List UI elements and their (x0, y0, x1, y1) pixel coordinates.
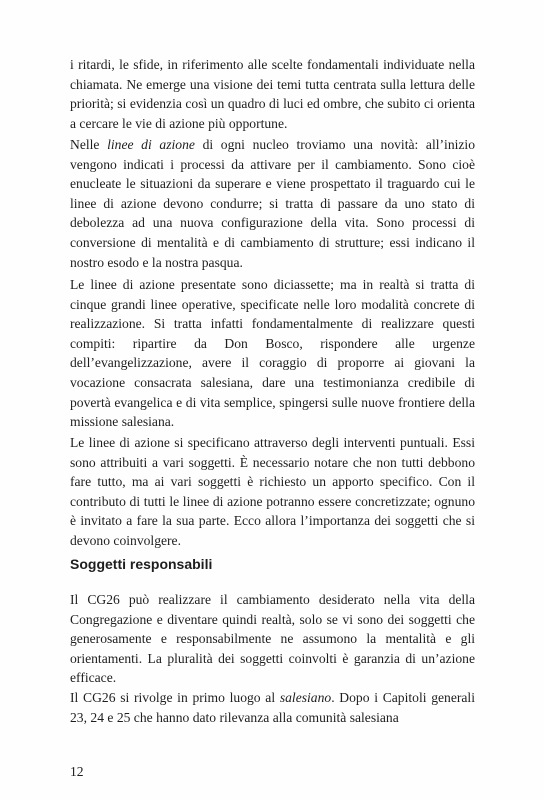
body-paragraph (70, 55, 475, 133)
body-paragraph (70, 590, 475, 688)
paragraph-text-rest: di ogni nucleo troviamo una novità: all’inizio vengono indicati i processi da attivare per il cambiamento. Sono cioè enucleate le situazioni da superare e viene prospettato il traguardo cui le linee di azione devono condurre; si tratta di passare da uno stato di debolezza ad una nuova configurazione della vita. Sono processi di conversione di mentalità e di cambiamento di strutture; essi indicano il nostro esodo e la nostra pasqua. (70, 137, 476, 270)
body-paragraph (70, 433, 475, 551)
emphasized-term: salesiano (279, 690, 332, 705)
body-paragraph (70, 275, 475, 432)
paragraph-text (70, 135, 475, 272)
paragraph-text: Il CG26 può realizzare il cambiamento desiderato nella vita della Congregazione e diventare quindi realtà, solo se vi sono dei soggetti che generosamente e responsabilmente ne assumono la mentalità e gli orientamenti. La pluralità dei soggetti coinvolti è garanzia di un’azione efficace. (70, 592, 475, 686)
paragraph-text: Le linee di azione presentate sono diciassette; ma in realtà si tratta di cinque grandi linee operative, specificate nelle loro modalità concrete di realizzazione. Si tratta infatti fondamentalmente di realizzare questi compiti: ripartire da Don Bosco, rispondere alle urgenze dell’evangelizzazione, avere il coraggio di proporre ai giovani la vocazione consacrata salesiana, dare una testimonianza credibile di povertà evangelica e di vita semplice, spingersi sulle nuove frontiere della missione salesiana. (70, 277, 475, 430)
paragraph-text-start: Il CG26 si rivolge in primo luogo al (70, 690, 280, 705)
emphasized-term: linee di azione (107, 137, 195, 152)
section-heading: Soggetti responsabili (70, 556, 213, 572)
body-paragraph (70, 135, 475, 272)
paragraph-text: Le linee di azione si specificano attraverso degli interventi puntuali. Essi sono attribuiti a vari soggetti. È necessario notare che non tutti debbono fare tutto, ma ai vari soggetti è richiesto un apporto specifico. Con il contributo di tutti le linee di azione potranno essere concretizzate; ognuno è invitato a fare la sua parte. Ecco allora l’importanza dei soggetti che si devono coinvolgere. (70, 435, 475, 548)
body-paragraph (70, 688, 475, 727)
paragraph-text (70, 688, 475, 727)
page-number: 12 (70, 764, 84, 779)
paragraph-text-rest: . Dopo i Capitoli generali 23, 24 e 25 che hanno dato rilevanza alla comunità salesiana (70, 690, 475, 725)
paragraph-text: i ritardi, le sfide, in riferimento alle scelte fondamentali individuate nella chiamata. Ne emerge una visione dei temi tutta centrata sulla lettura delle priorità; si evidenzia così un quadro di luci ed ombre, che subito ci orienta a cercare le vie di azione più opportune. (70, 57, 475, 131)
paragraph-text-start: Nelle (70, 137, 108, 152)
